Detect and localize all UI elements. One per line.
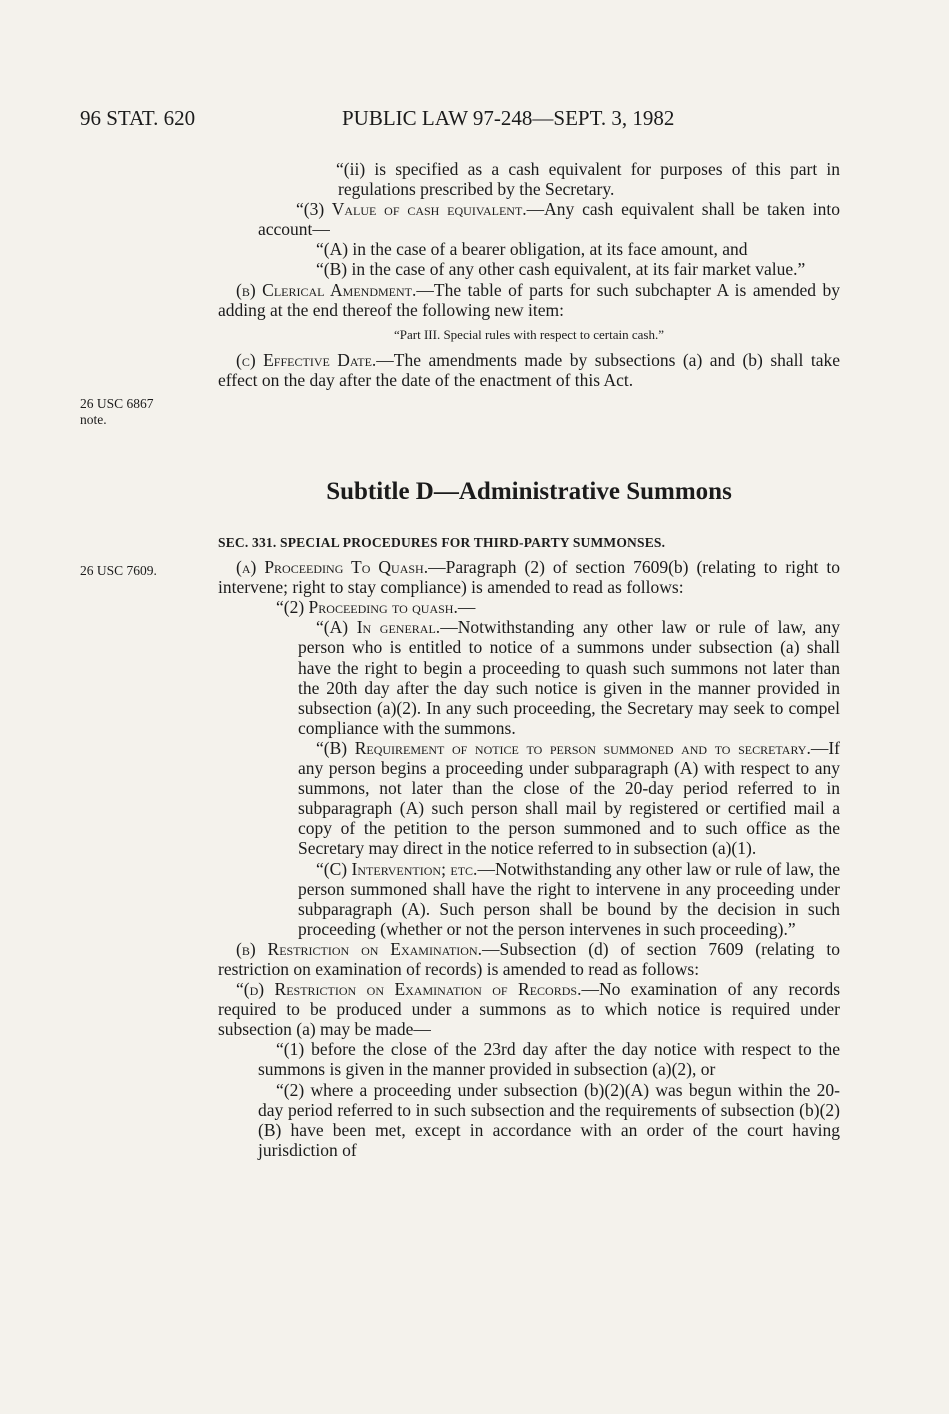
paragraph-2-dash: — [457,597,476,618]
subparagraph-A-text: —Notwithstanding any other law or rule of law, any person who is entitled to notice of a summons under subsection (a) shall have the right to begin a proceeding to quash such summons not later than the 20th day after the day such notice is given in the manner provided in subsection (a)(2). In any such proceeding, the Secretary may seek to compel compliance with the summons. [298,617,841,738]
table-of-parts-item: “Part III. Special rules with respect to certain cash.” [394,326,664,342]
subsection-a-quash [218,557,840,597]
subsection-c-heading: (c) Effective Date. [236,349,377,370]
subtitle-heading: Subtitle D—Administrative Summons [326,478,732,505]
subparagraph-A-general [218,617,840,738]
margin-note-usc-6867: 26 USC 6867 note. [80,396,154,427]
paragraph-3 [218,199,840,239]
subsection-d-heading: “(d) Restriction on Examination of Records. [236,979,582,1000]
subparagraph-A-bearer: “(A) in the case of a bearer obligation, at its face amount, and [316,239,748,260]
paragraph-d1: “(1) before the close of the 23rd day after the day notice with respect to the summons is given in the manner provided in subsection (a)(2), or [258,1039,840,1080]
margin-note-usc-7609: 26 USC 7609. [80,563,157,578]
paragraph-2-heading: “(2) Proceeding to quash. [276,597,458,618]
subsection-a-heading: (a) Proceeding To Quash. [236,557,429,578]
subparagraph-B-text: —If any person begins a proceeding under subparagraph (A) with respect to any summons, not later than the close of the 20-day period referred to in subparagraph (A) such person shall mail by registered or certified mail a copy of the petition to the person summoned and to such office as the Secretary may direct in the notice referred to in subsection (a)(1). [298,737,840,859]
subparagraph-C-heading: “(C) Intervention; etc. [316,858,478,879]
clause-ii: “(ii) is specified as a cash equivalent for purposes of this part in regulations prescribed by the Secretary. [336,159,840,200]
paragraph-d2: “(2) where a proceeding under subsection (b)(2)(A) was begun within the 20-day period referred to in such subsection and the requirements of subsection (b)(2)(B) have been met, except in accordance with an order of the court having jurisdiction of [258,1079,840,1160]
paragraph-3-text: —Any cash equivalent shall be taken into account— [258,199,841,240]
page-header [80,106,840,140]
subsection-b-heading: (b) Clerical Amendment. [236,279,417,300]
public-law-title: PUBLIC LAW 97-248—SEPT. 3, 1982 [342,106,675,130]
subparagraph-B-heading: “(B) Requirement of notice to person summoned and to secretary. [316,737,811,758]
subsection-b-clerical [218,280,840,320]
subparagraph-A-heading: “(A) In general. [316,617,441,638]
paragraph-2-quash [218,597,840,617]
subsection-b-restriction-heading: (b) Restriction on Examination. [236,938,483,959]
subsection-d-text: —No examination of any records required to be produced under a summons as to which notice is required under subsection (a) may be made— [218,979,841,1040]
subsection-b-text: —The table of parts for such subchapter A is amended by adding at the end thereof the following new item: [218,279,841,320]
subsection-d-restriction [218,979,840,1039]
subsection-b-restriction [218,939,840,979]
subsection-a-text: —Paragraph (2) of section 7609(b) (relating to right to intervene; right to stay compliance) is amended to read as follows: [218,557,840,598]
subsection-b-restriction-text: —Subsection (d) of section 7609 (relating to restriction on examination of records) is amended to read as follows: [218,938,840,979]
statute-page-reference: 96 STAT. 620 [80,106,196,130]
body-block-2 [218,533,840,1160]
subparagraph-B-fair-value: “(B) in the case of any other cash equivalent, at its fair market value.” [316,259,806,280]
section-331-heading: SEC. 331. SPECIAL PROCEDURES FOR THIRD-PARTY SUMMONSES. [218,535,666,550]
subsection-c-effective-date [218,350,840,390]
subparagraph-C-text: —Notwithstanding any other law or rule of law, the person summoned shall have the right to intervene in any proceeding under subparagraph (A). Such person shall be bound by the decision in such proceeding (whether or not the person intervenes in such proceeding).” [298,858,841,939]
subparagraph-B-notice [218,738,840,859]
paragraph-3-heading: “(3) Value of cash equivalent. [296,199,527,220]
subsection-c-text: —The amendments made by subsections (a) and (b) shall take effect on the day after the date of the enactment of this Act. [218,349,840,390]
subparagraph-C-intervention [218,859,840,939]
body-block-1 [218,159,840,390]
